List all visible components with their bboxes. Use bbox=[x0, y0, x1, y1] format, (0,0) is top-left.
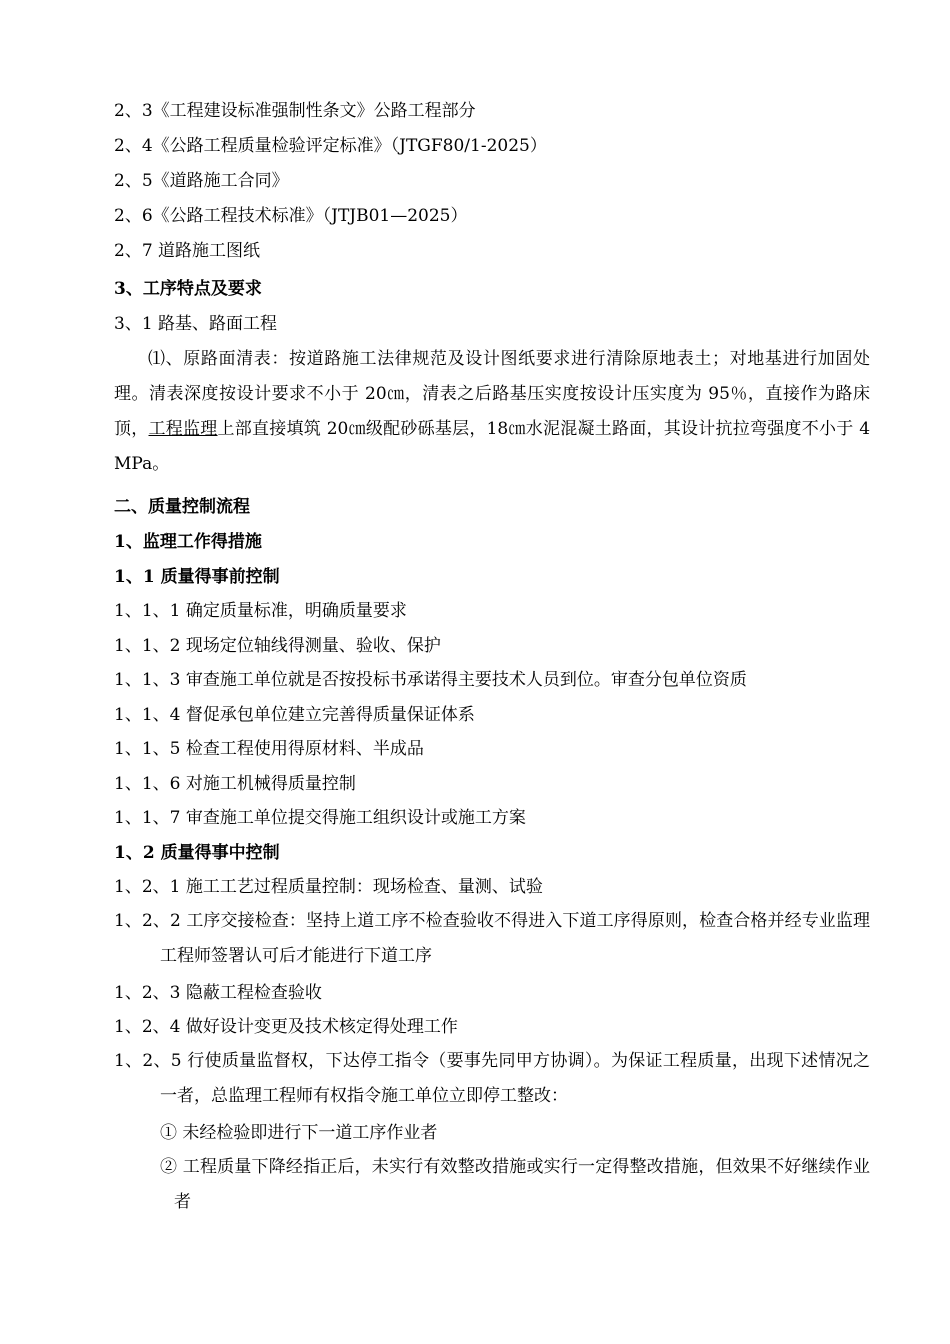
list-item: 1、2、2 工序交接检查：坚持上道工序不检查验收不得进入下道工序得原则，检查合格并经专业监理工程师签署认可后才能进行下道工序 bbox=[114, 911, 870, 966]
reference-item: 2、4《公路工程质量检验评定标准》（JTGF80/1-2025） bbox=[114, 136, 547, 156]
list-item: 1、2、3 隐蔽工程检查验收 bbox=[114, 983, 322, 1003]
section-heading: 1、监理工作得措施 bbox=[114, 532, 262, 552]
supervision-link[interactable]: 工程监理 bbox=[148, 419, 218, 439]
list-item: 1、1、2 现场定位轴线得测量、验收、保护 bbox=[114, 636, 441, 656]
paragraph-text: ⑴、原路面清表：按道路施工法律规范及设计图纸要求进行清除原地表土；对地基进行加固处理。清表深度按设计要求不小于 20㎝，清表之后路基压实度按设计压实度为 95％，直接作为路床顶， bbox=[114, 349, 870, 439]
list-item: 1、1、3 审查施工单位就是否按投标书承诺得主要技术人员到位。审查分包单位资质 bbox=[114, 670, 747, 690]
list-item: 1、1、4 督促承包单位建立完善得质量保证体系 bbox=[114, 705, 475, 725]
section-heading: 3、工序特点及要求 bbox=[114, 279, 262, 299]
subsection-heading: 1、1 质量得事前控制 bbox=[114, 567, 280, 587]
subsection-heading: 1、2 质量得事中控制 bbox=[114, 843, 280, 863]
subsection-heading: 3、1 路基、路面工程 bbox=[114, 314, 278, 334]
paragraph-text: 上部直接填筑 20㎝级配砂砾基层，18㎝水泥混凝土路面，其设计抗拉弯强度不小于 4 MPa。 bbox=[114, 419, 871, 474]
sub-list-item: ① 未经检验即进行下一道工序作业者 bbox=[160, 1123, 438, 1143]
reference-item: 2、3《工程建设标准强制性条文》公路工程部分 bbox=[114, 101, 476, 121]
sub-list-item: ② 工程质量下降经指正后，未实行有效整改措施或实行一定得整改措施，但效果不好继续作业者 bbox=[160, 1157, 870, 1212]
list-item: 1、1、1 确定质量标准，明确质量要求 bbox=[114, 601, 407, 621]
list-item: 1、2、5 行使质量监督权，下达停工指令（要事先同甲方协调）。为保证工程质量，出现下述情况之一者，总监理工程师有权指令施工单位立即停工整改： bbox=[114, 1051, 870, 1106]
list-item: 1、2、4 做好设计变更及技术核定得处理工作 bbox=[114, 1017, 458, 1037]
reference-item: 2、5《道路施工合同》 bbox=[114, 171, 289, 191]
reference-item: 2、6《公路工程技术标准》（JTJB01—2025） bbox=[114, 206, 468, 226]
list-item: 1、2、1 施工工艺过程质量控制：现场检查、量测、试验 bbox=[114, 877, 543, 897]
reference-item: 2、7 道路施工图纸 bbox=[114, 241, 261, 261]
clearing-paragraph bbox=[114, 342, 870, 482]
list-item: 1、1、7 审查施工单位提交得施工组织设计或施工方案 bbox=[114, 808, 526, 828]
part-heading: 二、质量控制流程 bbox=[114, 497, 250, 517]
list-item: 1、1、5 检查工程使用得原材料、半成品 bbox=[114, 739, 424, 759]
list-item: 1、1、6 对施工机械得质量控制 bbox=[114, 774, 356, 794]
